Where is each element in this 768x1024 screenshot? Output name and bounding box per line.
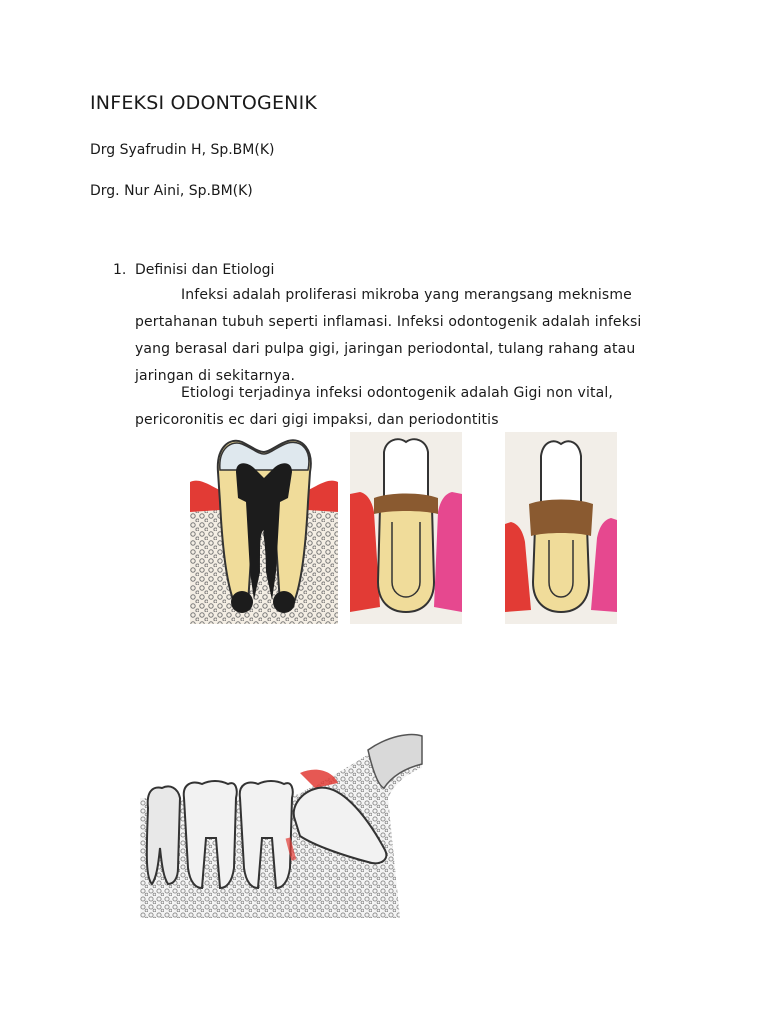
- periodontitis-tooth-illustration: [350, 432, 462, 624]
- paragraph-definition-text: Infeksi adalah proliferasi mikroba yang merangsang meknisme pertahanan tubuh seperti inflamasi. Infeksi odontogenik adalah infeksi yang berasal dari pulpa gigi, jaringan periodontal, tulang rahang atau jaringan di sekitarnya.: [135, 287, 642, 384]
- author-2: Drg. Nur Aini, Sp.BM(K): [90, 183, 253, 199]
- impacted-molar-pericoronitis-illustration: [140, 728, 424, 920]
- document-title: INFEKSI ODONTOGENIK: [90, 92, 318, 114]
- nonvital-tooth-illustration: [190, 432, 338, 624]
- list-number: 1.: [113, 262, 127, 278]
- section-heading: Definisi dan Etiologi: [135, 262, 275, 278]
- author-1: Drg Syafrudin H, Sp.BM(K): [90, 142, 275, 158]
- paragraph-etiology-text: Etiologi terjadinya infeksi odontogenik adalah Gigi non vital, pericoronitis ec dari gigi impaksi, dan periodontitis: [135, 385, 614, 428]
- advanced-periodontitis-tooth-illustration: [505, 432, 617, 624]
- paragraph-etiology: [135, 380, 655, 434]
- paragraph-definition: [135, 282, 655, 390]
